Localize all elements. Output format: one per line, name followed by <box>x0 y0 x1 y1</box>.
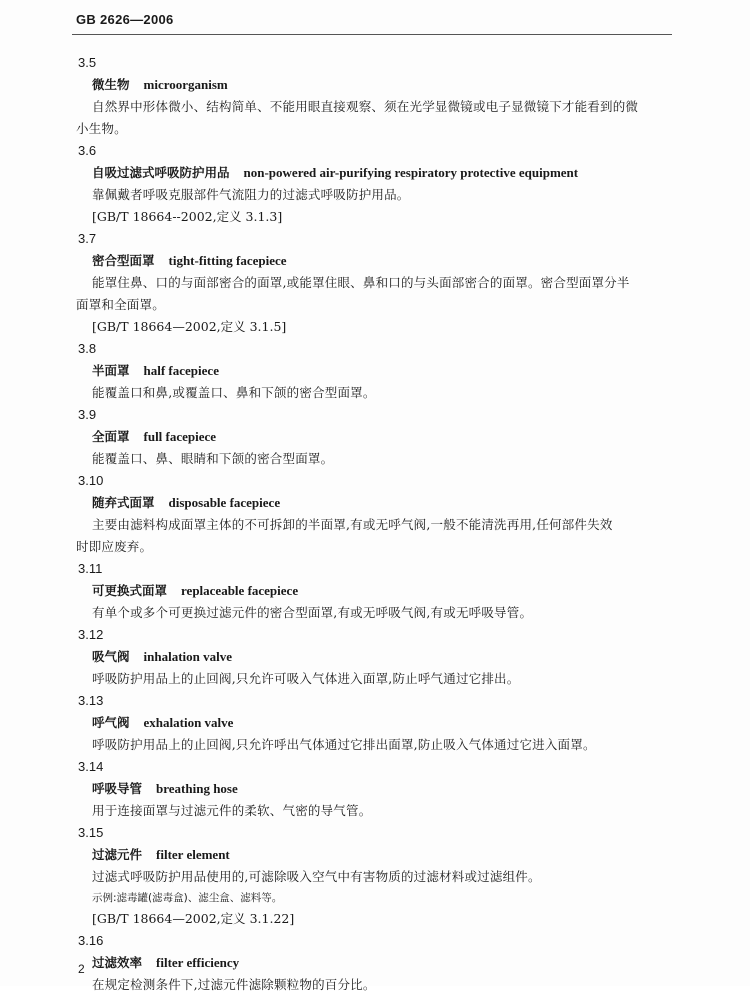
clause-number: 3.16 <box>78 933 104 948</box>
clause-number: 3.5 <box>78 55 97 70</box>
term-heading <box>92 250 750 272</box>
definition-text-line: 时即应废弃。 <box>76 539 153 554</box>
term-english: exhalation valve <box>143 715 234 730</box>
clause-number: 3.7 <box>78 231 97 246</box>
term-english: breathing hose <box>156 781 238 796</box>
page-number: 2 <box>78 962 85 976</box>
definition-entry <box>0 690 750 756</box>
term-heading <box>92 74 750 96</box>
definition-text-line: 在规定检测条件下,过滤元件滤除颗粒物的百分比。 <box>92 977 376 992</box>
term-chinese: 全面罩 <box>92 429 130 444</box>
definitions-list <box>0 52 750 996</box>
term-chinese: 过滤元件 <box>92 847 143 862</box>
clause-number: 3.10 <box>78 473 104 488</box>
definition-entry <box>0 624 750 690</box>
term-english: tight-fitting facepiece <box>168 253 287 268</box>
term-heading <box>92 162 750 184</box>
clause-number: 3.14 <box>78 759 104 774</box>
clause-number: 3.6 <box>78 143 97 158</box>
definition-text-line: 靠佩戴者呼吸克服部件气流阻力的过滤式呼吸防护用品。 <box>92 187 410 202</box>
reference-citation: [GB/T 18664—2002,定义 3.1.5] <box>92 319 287 334</box>
term-chinese: 半面罩 <box>92 363 130 378</box>
term-chinese: 自吸过滤式呼吸防护用品 <box>92 165 230 180</box>
standard-code-header: GB 2626—2006 <box>76 12 174 27</box>
definition-text-line: 能覆盖口和鼻,或覆盖口、鼻和下颌的密合型面罩。 <box>92 385 376 400</box>
term-english: full facepiece <box>143 429 217 444</box>
term-chinese: 微生物 <box>92 77 130 92</box>
term-heading <box>92 844 750 866</box>
term-heading <box>92 580 750 602</box>
definition-text-line: 能罩住鼻、口的与面部密合的面罩,或能罩住眼、鼻和口的与头面部密合的面罩。密合型面罩分半 <box>92 275 630 290</box>
definition-entry <box>0 756 750 822</box>
definition-entry <box>0 470 750 558</box>
term-heading <box>92 778 750 800</box>
term-english: replaceable facepiece <box>181 583 299 598</box>
example-note: 示例:滤毒罐(滤毒盒)、滤尘盒、滤料等。 <box>92 892 283 904</box>
definition-text-line: 过滤式呼吸防护用品使用的,可滤除吸入空气中有害物质的过滤材料或过滤组件。 <box>92 869 541 884</box>
term-chinese: 呼气阀 <box>92 715 130 730</box>
definition-entry <box>0 338 750 404</box>
definition-entry <box>0 52 750 140</box>
term-chinese: 吸气阀 <box>92 649 130 664</box>
definition-entry <box>0 404 750 470</box>
clause-number: 3.11 <box>78 561 103 576</box>
term-english: microorganism <box>143 77 228 92</box>
definition-text-line: 面罩和全面罩。 <box>76 297 165 312</box>
term-chinese: 密合型面罩 <box>92 253 155 268</box>
header-rule <box>72 34 672 35</box>
reference-citation: [GB/T 18664—2002,定义 3.1.22] <box>92 911 295 926</box>
term-heading <box>92 646 750 668</box>
term-chinese: 可更换式面罩 <box>92 583 168 598</box>
term-heading <box>92 712 750 734</box>
definition-text-line: 有单个或多个可更换过滤元件的密合型面罩,有或无呼吸气阀,有或无呼吸导管。 <box>92 605 533 620</box>
term-heading <box>92 492 750 514</box>
clause-number: 3.13 <box>78 693 104 708</box>
term-english: non-powered air-purifying respiratory protective equipment <box>243 165 579 180</box>
definition-text-line: 呼吸防护用品上的止回阀,只允许可吸入气体进入面罩,防止呼气通过它排出。 <box>92 671 520 686</box>
definition-text-line: 自然界中形体微小、结构简单、不能用眼直接观察、须在光学显微镜或电子显微镜下才能看到的微 <box>92 99 639 114</box>
term-chinese: 随弃式面罩 <box>92 495 155 510</box>
definition-text-line: 主要由滤料构成面罩主体的不可拆卸的半面罩,有或无呼气阀,一般不能清洗再用,任何部件失效 <box>92 517 613 532</box>
definition-entry <box>0 822 750 930</box>
term-heading <box>92 360 750 382</box>
term-english: inhalation valve <box>143 649 233 664</box>
clause-number: 3.12 <box>78 627 104 642</box>
definition-entry <box>0 558 750 624</box>
definition-entry <box>0 140 750 228</box>
definition-text-line: 小生物。 <box>76 121 127 136</box>
term-chinese: 过滤效率 <box>92 955 143 970</box>
definition-text-line: 呼吸防护用品上的止回阀,只允许呼出气体通过它排出面罩,防止吸入气体通过它进入面罩。 <box>92 737 596 752</box>
reference-citation: [GB/T 18664--2002,定义 3.1.3] <box>92 209 283 224</box>
term-english: disposable facepiece <box>168 495 281 510</box>
term-chinese: 呼吸导管 <box>92 781 143 796</box>
definition-text-line: 用于连接面罩与过滤元件的柔软、气密的导气管。 <box>92 803 372 818</box>
term-english: filter element <box>156 847 230 862</box>
clause-number: 3.9 <box>78 407 97 422</box>
term-english: half facepiece <box>143 363 219 378</box>
term-english: filter efficiency <box>156 955 240 970</box>
definition-entry <box>0 228 750 338</box>
clause-number: 3.15 <box>78 825 104 840</box>
term-heading <box>92 426 750 448</box>
definition-entry <box>0 930 750 996</box>
term-heading <box>92 952 750 974</box>
definition-text-line: 能覆盖口、鼻、眼睛和下颌的密合型面罩。 <box>92 451 334 466</box>
clause-number: 3.8 <box>78 341 97 356</box>
